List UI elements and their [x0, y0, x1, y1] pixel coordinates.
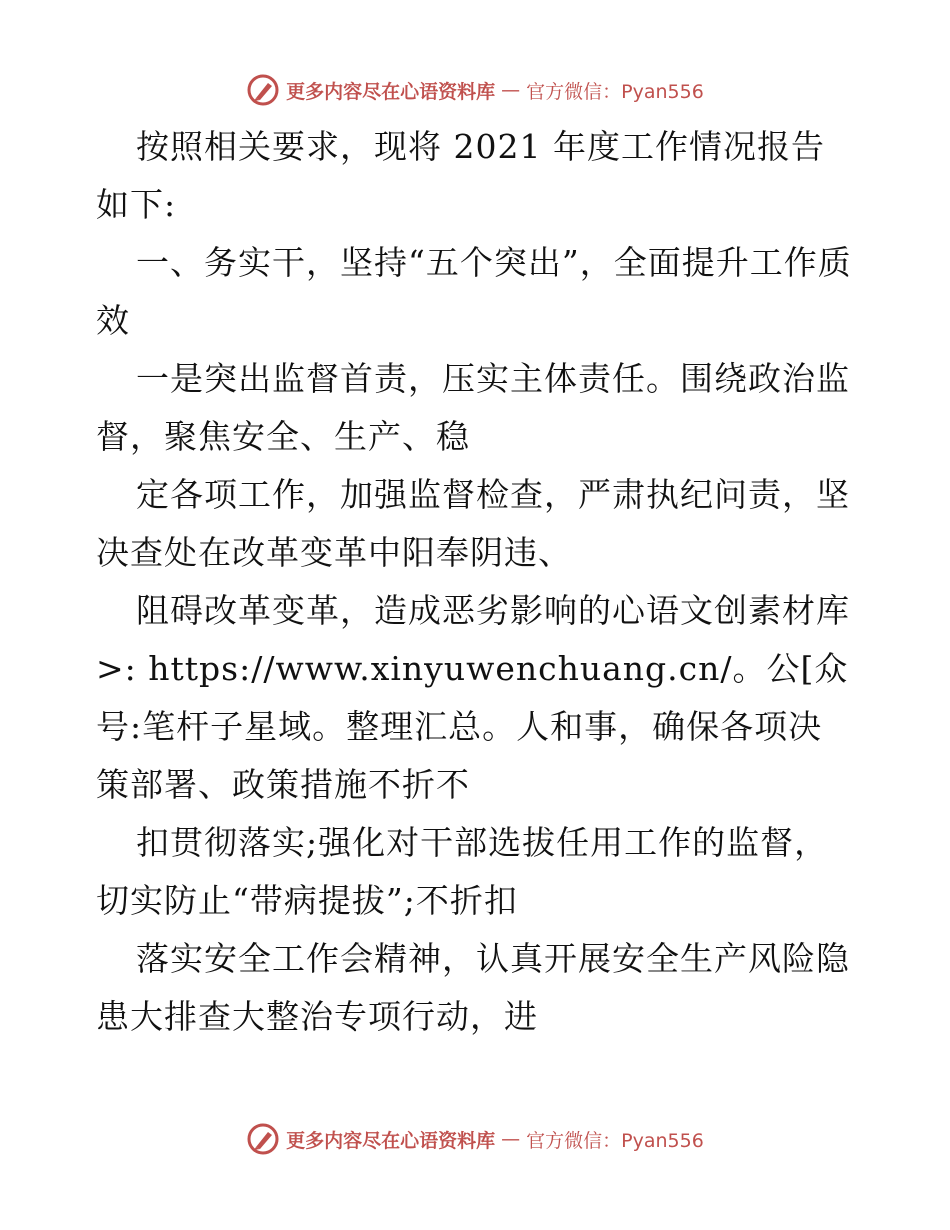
- paragraph-7: 落实安全工作会精神，认真开展安全生产风险隐患大排查大整治专项行动，进: [96, 939, 850, 1036]
- paragraph-6: 扣贯彻落实;强化对干部选拔任用工作的监督，切实防止“带病提拔”;不折扣: [96, 823, 829, 920]
- pen-logo-icon: [246, 73, 280, 107]
- document-body: [96, 118, 856, 1046]
- paragraph-4: 定各项工作，加强监督检查，严肃执纪问责，坚决查处在改革变革中阳奉阴违、: [96, 475, 850, 572]
- paragraph-5: 阻碍改革变革，造成恶劣影响的心语文创素材库>: https://www.xinyuwenchuang.cn/。公[众号:笔杆子星域。整理汇总。人和事，确保各项决策部署、政策措施不折不: [96, 591, 850, 804]
- footer-banner: [0, 1119, 950, 1159]
- banner-separator: —: [501, 1128, 521, 1150]
- pen-logo-icon: [246, 1122, 280, 1156]
- banner-wechat-text: 官方微信：Pyan556: [526, 80, 704, 103]
- banner-main-text: 更多内容尽在心语资料库: [286, 80, 496, 103]
- banner-main-text: 更多内容尽在心语资料库: [286, 1129, 496, 1152]
- header-banner: [0, 70, 950, 110]
- paragraph-3: 一是突出监督首责，压实主体责任。围绕政治监督，聚焦安全、生产、稳: [96, 359, 850, 456]
- banner-separator: —: [501, 79, 521, 101]
- paragraph-1: 按照相关要求，现将 2021 年度工作情况报告如下:: [96, 127, 825, 224]
- banner-wechat-text: 官方微信：Pyan556: [526, 1129, 704, 1152]
- paragraph-2: 一、务实干，坚持“五个突出”，全面提升工作质效: [96, 243, 852, 340]
